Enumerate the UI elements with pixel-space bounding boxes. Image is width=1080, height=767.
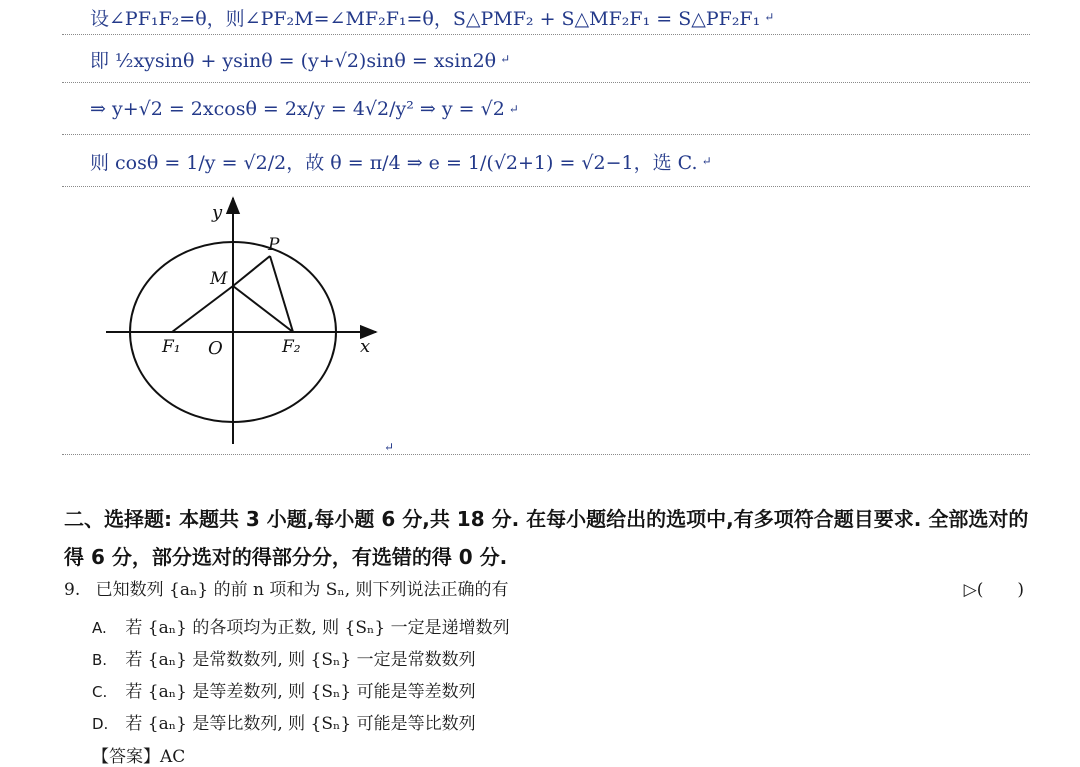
line-end-mark: ↵ [500,52,511,66]
solution-text: 设∠PF₁F₂=θ，则∠PF₂M=∠MF₂F₁=θ，S△PMF₂ + S△MF₂F₁ = S△PF₂F₁ [90,7,761,30]
label-p: P [268,235,280,255]
option-text: 若 {aₙ} 是等差数列, 则 {Sₙ} 可能是等差数列 [125,682,476,702]
label-x-axis: x [360,336,371,357]
answer-bracket: ▷( ) [963,580,1024,600]
question-stem [64,575,1024,600]
option-letter: C. [92,683,108,701]
option-letter: D. [92,715,109,733]
solution-line-4 [90,138,1030,184]
label-m: M [210,269,228,289]
option-letter: A. [92,619,107,637]
label-f2: F₂ [282,337,301,357]
solution-line-1 [90,2,1030,32]
line-end-mark: ↵ [764,10,775,24]
solution-line-3 [90,86,1030,132]
segment-m-f2 [233,286,293,332]
solution-text: 即 ½xysinθ + ysinθ = (y+√2)sinθ = xsin2θ [90,49,497,72]
line-end-mark: ↵ [701,154,712,168]
solution-text: ⇒ y+√2 = 2xcosθ = 2x/y = 4√2/y² ⇒ y = √2 [90,98,505,120]
label-origin: O [208,338,223,359]
segment-f1-m [172,286,233,332]
dotted-separator [62,134,1030,135]
option-letter: B. [92,651,108,669]
segment-p-f2 [270,256,293,332]
line-end-mark: ↵ [508,102,519,116]
dotted-separator [62,34,1030,35]
segment-m-p [233,256,270,286]
option-a [92,613,510,638]
option-b [92,645,476,670]
dotted-separator [62,454,1030,455]
question-number: 9. [64,580,81,600]
solution-text: 则 cosθ = 1/y = √2/2，故 θ = π/4 ⇒ e = 1/(√2+1) = √2−1，选 C. [90,151,698,174]
question-text: 已知数列 {aₙ} 的前 n 项和为 Sₙ, 则下列说法正确的有 [95,580,509,600]
option-text: 若 {aₙ} 是常数数列, 则 {Sₙ} 一定是常数数列 [125,650,476,670]
dotted-separator [62,82,1030,83]
answer-line: 【答案】AC [92,747,186,767]
ellipse-figure [100,190,390,452]
option-text: 若 {aₙ} 是等比数列, 则 {Sₙ} 可能是等比数列 [125,714,476,734]
label-y-axis: y [212,202,223,223]
dotted-separator [62,186,1030,187]
solution-line-2 [90,38,1030,80]
label-f1: F₁ [162,337,181,357]
option-d [92,709,476,734]
option-c [92,677,476,702]
line-end-mark: ↵ [384,440,395,454]
option-text: 若 {aₙ} 的各项均为正数, 则 {Sₙ} 一定是递增数列 [125,618,510,638]
section-heading: 二、选择题: 本题共 3 小题,每小题 6 分,共 18 分. 在每小题给出的选项中,有多项符合题目要求. 全部选对的得 6 分，部分选对的得部分分，有选错的得 0 分. [64,507,1029,569]
